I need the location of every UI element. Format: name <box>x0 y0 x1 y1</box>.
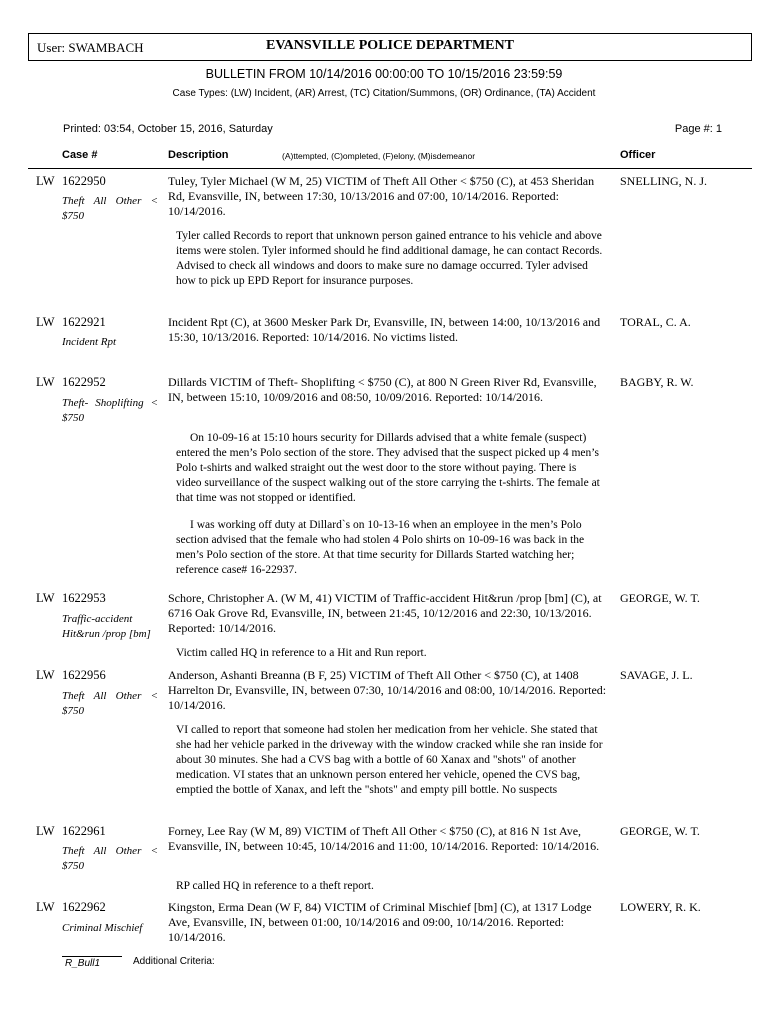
column-header-officer: Officer <box>620 149 656 161</box>
case-type: LW <box>36 174 55 188</box>
case-number: 1622956 <box>62 668 106 682</box>
user-label: User: SWAMBACH <box>37 40 144 55</box>
case-description: Forney, Lee Ray (W M, 89) VICTIM of Theft All Other < $750 (C), at 816 N 1st Ave, Evansville, IN, between 10:45, 10/14/2016 and 11:00, 10/14/2016. Reported: 10/14/2016. <box>168 824 600 853</box>
offense-label: Theft All Other < $750 <box>62 690 158 717</box>
header-divider <box>28 168 752 169</box>
officer-name: GEORGE, W. T. <box>620 591 700 605</box>
case-description: Tuley, Tyler Michael (W M, 25) VICTIM of Theft All Other < $750 (C), at 453 Sheridan Rd, Evansville, IN, between 17:30, 10/13/2016 and 07:00, 10/14/2016. Reported: 10/14/2016. <box>168 174 595 218</box>
case-type: LW <box>36 591 55 605</box>
case-description: Kingston, Erma Dean (W F, 84) VICTIM of Criminal Mischief [bm] (C), at 1317 Lodge Ave, Evansville, IN, between 01:00, 10/14/2016 and 09:00, 10/14/2016. Reported: 10/14/2016. <box>168 900 592 944</box>
column-header-legend: (A)ttempted, (C)ompleted, (F)elony, (M)isdemeanor <box>282 151 476 161</box>
case-narrative: Tyler called Records to report that unknown person gained entrance to his vehicle and above items were stolen. Tyler informed should he find additional damage, he can contact Records. Advised to check all windows and doors to make sure no damage occurred. Tyler advised how to pick up EPD Report for insurance purposes. <box>176 230 603 287</box>
case-description: Anderson, Ashanti Breanna (B F, 25) VICTIM of Theft All Other < $750 (C), at 1408 Harrelton Dr, Evansville, IN, between 07:30, 10/14/2016 and 08:00, 10/14/2016. Reported: 10/14/2016. <box>168 668 607 712</box>
offense-label: Incident Rpt <box>62 336 117 348</box>
officer-name: GEORGE, W. T. <box>620 824 700 838</box>
offense-label: Traffic-accident Hit&run /prop [bm] <box>62 613 151 640</box>
offense-label: Theft All Other < $750 <box>62 845 158 872</box>
case-description: Dillards VICTIM of Theft- Shoplifting < $750 (C), at 800 N Green River Rd, Evansville, IN, between 15:10, 10/09/2016 and 08:50, 10/09/2016. Reported: 10/14/2016. <box>168 375 597 404</box>
additional-criteria: Additional Criteria: <box>133 956 215 967</box>
case-type: LW <box>36 375 55 389</box>
department-title: EVANSVILLE POLICE DEPARTMENT <box>266 38 514 53</box>
case-type: LW <box>36 824 55 838</box>
offense-label: Theft- Shoplifting < $750 <box>62 397 158 424</box>
case-number: 1622961 <box>62 824 106 838</box>
officer-name: SAVAGE, J. L. <box>620 668 693 682</box>
bulletin-range: BULLETIN FROM 10/14/2016 00:00:00 TO 10/15/2016 23:59:59 <box>205 67 563 81</box>
officer-name: BAGBY, R. W. <box>620 375 694 389</box>
case-number: 1622950 <box>62 174 106 188</box>
column-header-case: Case # <box>62 149 98 161</box>
case-type: LW <box>36 668 55 682</box>
report-title-box <box>28 33 752 61</box>
offense-label: Theft All Other < $750 <box>62 195 158 222</box>
printed-timestamp: Printed: 03:54, October 15, 2016, Saturday <box>63 123 273 135</box>
officer-name: TORAL, C. A. <box>620 315 691 329</box>
case-narrative: On 10-09-16 at 15:10 hours security for Dillards advised that a white female (suspect) entered the men’s Polo section of the store. They advised that the suspect picked up 4 men’s Polo t-shirts and walked straight out the west door to the store without paying. There is video surveillance of the suspect walking out of the store carrying the t-shirts. The female at that time was not stopped or identified. <box>176 432 600 504</box>
case-narrative: RP called HQ in reference to a theft report. <box>176 880 374 892</box>
case-description: Schore, Christopher A. (W M, 41) VICTIM of Traffic-accident Hit&run /prop [bm] (C), at 6716 Oak Grove Rd, Evansville, IN, between 21:45, 10/12/2016 and 22:30, 10/13/2016. Reported: 10/14/2016. <box>168 591 602 635</box>
page-number: Page #: 1 <box>674 123 722 135</box>
officer-name: LOWERY, R. K. <box>620 900 701 914</box>
case-number: 1622921 <box>62 315 106 329</box>
offense-label: Criminal Mischief <box>62 922 143 934</box>
column-header-description: Description <box>168 149 229 161</box>
case-number: 1622952 <box>62 375 106 389</box>
case-number: 1622953 <box>62 591 106 605</box>
case-type: LW <box>36 900 55 914</box>
case-number: 1622962 <box>62 900 106 914</box>
case-types-legend: Case Types: (LW) Incident, (AR) Arrest, (TC) Citation/Summons, (OR) Ordinance, (TA) Accident <box>172 88 596 99</box>
report-id: R_Bull1 <box>65 958 101 969</box>
case-description: Incident Rpt (C), at 3600 Mesker Park Dr, Evansville, IN, between 14:00, 10/13/2016 and 15:30, 10/13/2016. Reported: 10/14/2016. No victims listed. <box>168 315 601 344</box>
footer-rule <box>62 956 122 957</box>
case-narrative: I was working off duty at Dillard`s on 10-13-16 when an employee in the men’s Polo section advised that the female who had stolen 4 Polo shirts on 10-09-16 was back in the men’s Polo section of the store. At that time security for Dillards Started watching her; reference case# 16-22937. <box>176 519 585 576</box>
case-narrative: Victim called HQ in reference to a Hit and Run report. <box>176 647 427 659</box>
case-type: LW <box>36 315 55 329</box>
case-narrative: VI called to report that someone had stolen her medication from her vehicle. She stated that she had her vehicle parked in the driveway with the window cracked while she ran inside for about 30 minutes. She had a CVS bag with a bottle of 60 Xanax and "shots" of another medication. VI states that an unknown person entered her vehicle, opened the CVS bag, emptied the bottle of Xanax, and left the "shots" and empty pill bottle. No suspects <box>176 724 603 796</box>
officer-name: SNELLING, N. J. <box>620 174 707 188</box>
